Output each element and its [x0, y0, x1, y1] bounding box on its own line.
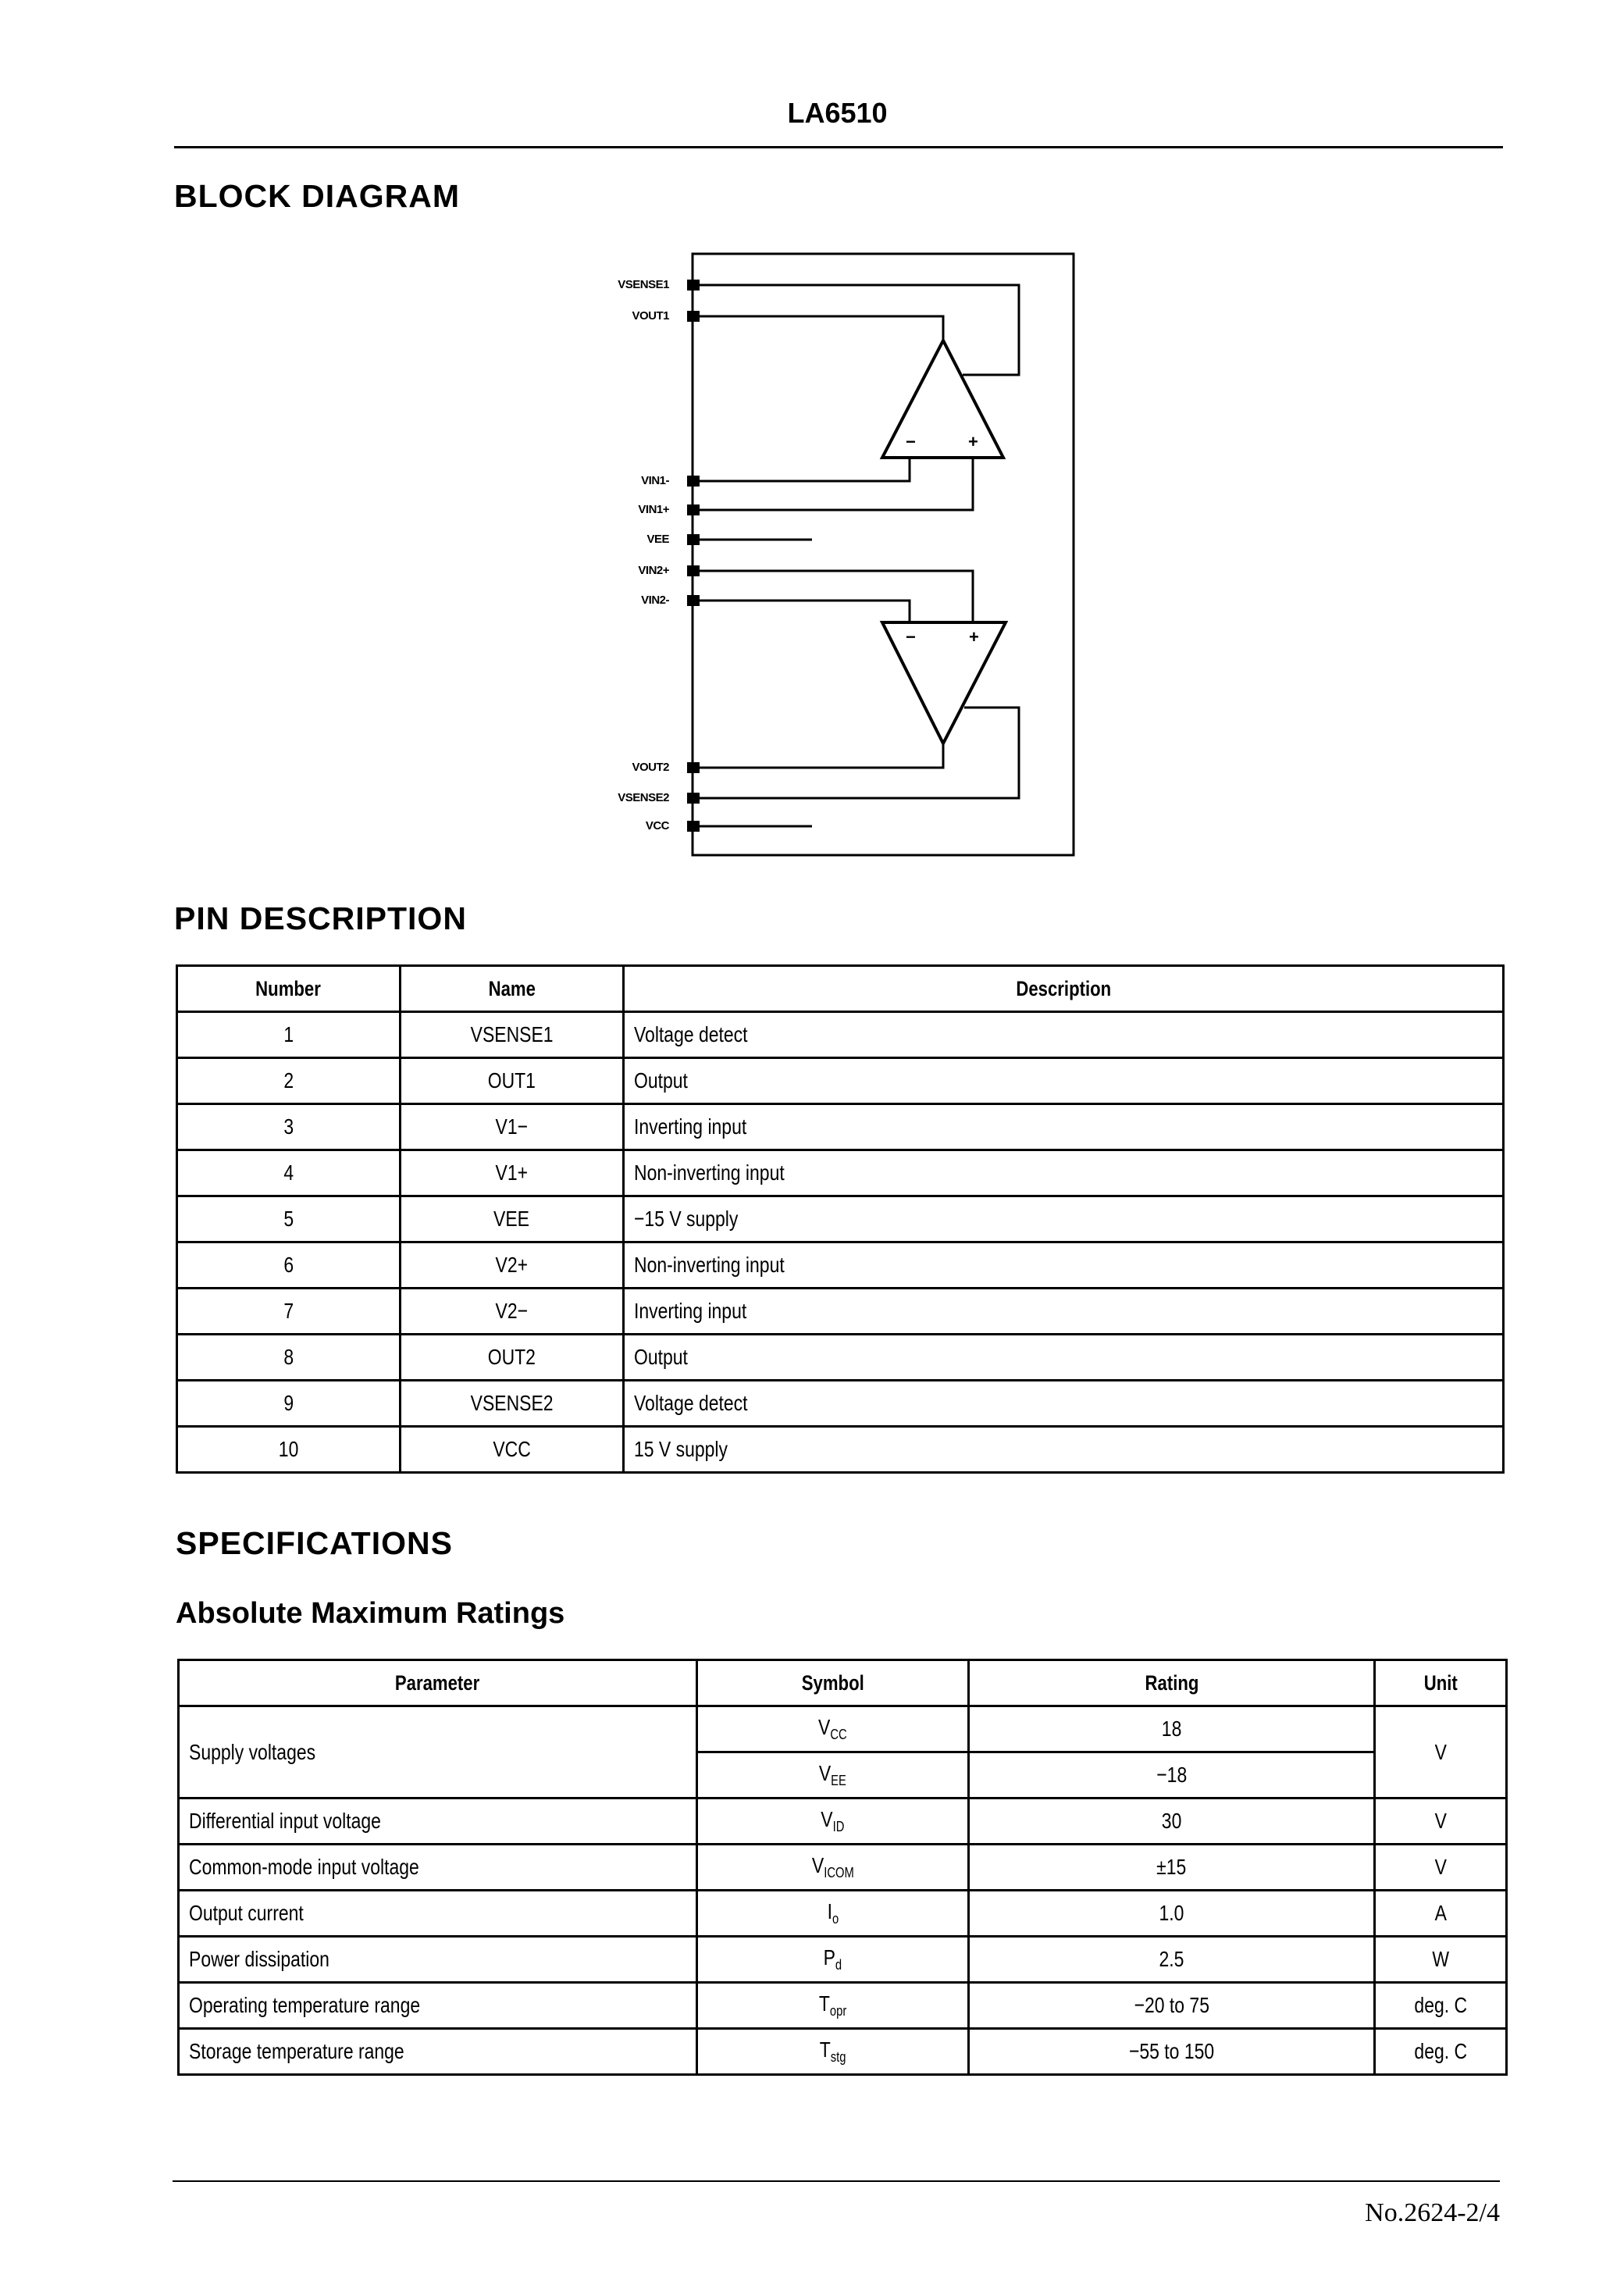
pin-label-vee: VEE — [646, 533, 669, 546]
document-number: No.2624-2/4 — [1365, 2198, 1500, 2227]
table-row — [177, 1381, 1504, 1427]
wire-vout2 — [693, 743, 943, 768]
parameter-cell: Differential input voltage — [179, 1799, 697, 1845]
col-rating: Rating — [969, 1660, 1375, 1706]
table-row — [177, 1058, 1504, 1104]
wire-vin1-minus — [693, 458, 910, 481]
table-row — [177, 1150, 1504, 1196]
table-header-row — [179, 1660, 1507, 1706]
pin-name: VCC — [401, 1427, 624, 1473]
pin-label-vin2-minus: VIN2- — [641, 594, 669, 607]
absolute-max-ratings-title: Absolute Maximum Ratings — [176, 1597, 565, 1630]
footer-rule — [173, 2180, 1500, 2182]
table-row — [177, 1289, 1504, 1335]
pin-number: 4 — [177, 1150, 401, 1196]
amp2-plus: + — [969, 627, 979, 647]
wire-vin2-minus — [693, 601, 910, 622]
amp1-plus: + — [968, 432, 978, 451]
pin-name: V2+ — [401, 1242, 624, 1289]
amp1-minus: − — [906, 432, 916, 451]
table-row — [179, 1799, 1507, 1845]
pin-number: 3 — [177, 1104, 401, 1150]
pin-label-vout2: VOUT2 — [632, 761, 669, 774]
absolute-max-ratings-table — [177, 1659, 1508, 2076]
rating-cell: 2.5 — [969, 1937, 1375, 1983]
pin-name: V1− — [401, 1104, 624, 1150]
pin-name: OUT1 — [401, 1058, 624, 1104]
table-row — [177, 1196, 1504, 1242]
table-row — [177, 1427, 1504, 1473]
wire-vsense2 — [693, 708, 1019, 798]
pin-description: Voltage detect — [624, 1381, 1504, 1427]
col-name: Name — [401, 966, 624, 1012]
block-diagram — [0, 0, 1624, 859]
unit-cell: V — [1375, 1845, 1507, 1891]
table-row — [179, 1891, 1507, 1937]
pin-name: OUT2 — [401, 1335, 624, 1381]
pin-label-vsense2: VSENSE2 — [618, 791, 669, 804]
pin-label-vcc: VCC — [645, 819, 669, 832]
pin-label-vin1-plus: VIN1+ — [638, 503, 669, 516]
table-row — [177, 1242, 1504, 1289]
pin-number: 2 — [177, 1058, 401, 1104]
unit-cell: W — [1375, 1937, 1507, 1983]
pin-description-title: PIN DESCRIPTION — [174, 900, 467, 936]
symbol-cell: $V_{EE}$ — [697, 1752, 969, 1799]
col-unit: Unit — [1375, 1660, 1507, 1706]
pin-description: Voltage detect — [624, 1012, 1504, 1058]
pin-number: 6 — [177, 1242, 401, 1289]
wire-vout1 — [693, 316, 943, 340]
rating-cell: −18 — [969, 1752, 1375, 1799]
table-row — [179, 1845, 1507, 1891]
pin-number: 7 — [177, 1289, 401, 1335]
unit-cell: A — [1375, 1891, 1507, 1937]
rating-cell: 18 — [969, 1706, 1375, 1752]
parameter-cell: Output current — [179, 1891, 697, 1937]
pin-description: Inverting input — [624, 1289, 1504, 1335]
table-row — [177, 1012, 1504, 1058]
table-row — [177, 1335, 1504, 1381]
amp2-minus: − — [906, 627, 916, 647]
block-diagram-title: BLOCK DIAGRAM — [174, 178, 461, 214]
rating-cell: −20 to 75 — [969, 1983, 1375, 2029]
pin-number: 10 — [177, 1427, 401, 1473]
symbol-cell: $V_{ID}$ — [697, 1799, 969, 1845]
symbol-cell: $I_o$ — [697, 1891, 969, 1937]
symbol-cell: $T_{stg}$ — [697, 2029, 969, 2075]
parameter-cell: Supply voltages — [179, 1706, 697, 1799]
col-number: Number — [177, 966, 401, 1012]
table-row-supply-vcc — [179, 1706, 1507, 1752]
part-number-header: LA6510 — [787, 97, 888, 129]
pin-name: VSENSE2 — [401, 1381, 624, 1427]
pin-name: VSENSE1 — [401, 1012, 624, 1058]
pin-label-vsense1: VSENSE1 — [618, 278, 669, 291]
table-row — [179, 2029, 1507, 2075]
pin-label-vin1-minus: VIN1- — [641, 474, 669, 487]
ic-outline — [693, 254, 1074, 855]
pin-description: −15 V supply — [624, 1196, 1504, 1242]
symbol-cell: $V_{CC}$ — [697, 1706, 969, 1752]
table-header-row — [177, 966, 1504, 1012]
parameter-cell: Storage temperature range — [179, 2029, 697, 2075]
table-row — [179, 1937, 1507, 1983]
symbol-cell: $V_{ICOM}$ — [697, 1845, 969, 1891]
parameter-cell: Power dissipation — [179, 1937, 697, 1983]
pin-description-table — [176, 964, 1505, 1474]
unit-cell: deg. C — [1375, 2029, 1507, 2075]
parameter-cell: Operating temperature range — [179, 1983, 697, 2029]
op-amp-1 — [882, 340, 1003, 458]
pin-name: V2− — [401, 1289, 624, 1335]
col-description: Description — [624, 966, 1504, 1012]
col-symbol: Symbol — [697, 1660, 969, 1706]
pin-name: VEE — [401, 1196, 624, 1242]
wire-vin2-plus — [693, 571, 973, 622]
pin-description: Non-inverting input — [624, 1242, 1504, 1289]
pin-number: 9 — [177, 1381, 401, 1427]
unit-cell: V — [1375, 1799, 1507, 1845]
pin-description: Output — [624, 1335, 1504, 1381]
rating-cell: 30 — [969, 1799, 1375, 1845]
symbol-cell: $P_d$ — [697, 1937, 969, 1983]
op-amp-2 — [882, 622, 1006, 743]
pin-description: Non-inverting input — [624, 1150, 1504, 1196]
pin-label-vin2-plus: VIN2+ — [638, 564, 669, 577]
wire-vin1-plus — [693, 458, 973, 510]
rating-cell: ±15 — [969, 1845, 1375, 1891]
parameter-cell: Common-mode input voltage — [179, 1845, 697, 1891]
symbol-cell: $T_{opr}$ — [697, 1983, 969, 2029]
pin-description: Output — [624, 1058, 1504, 1104]
pin-number: 8 — [177, 1335, 401, 1381]
unit-cell: deg. C — [1375, 1983, 1507, 2029]
pin-name: V1+ — [401, 1150, 624, 1196]
unit-cell: V — [1375, 1706, 1507, 1799]
pin-number: 5 — [177, 1196, 401, 1242]
pin-description: 15 V supply — [624, 1427, 1504, 1473]
pin-label-vout1: VOUT1 — [632, 309, 669, 323]
table-row — [177, 1104, 1504, 1150]
rating-cell: −55 to 150 — [969, 2029, 1375, 2075]
pin-number: 1 — [177, 1012, 401, 1058]
col-parameter: Parameter — [179, 1660, 697, 1706]
pin-description: Inverting input — [624, 1104, 1504, 1150]
wire-vsense1 — [693, 285, 1019, 375]
rating-cell: 1.0 — [969, 1891, 1375, 1937]
table-row — [179, 1983, 1507, 2029]
specifications-title: SPECIFICATIONS — [176, 1525, 453, 1561]
